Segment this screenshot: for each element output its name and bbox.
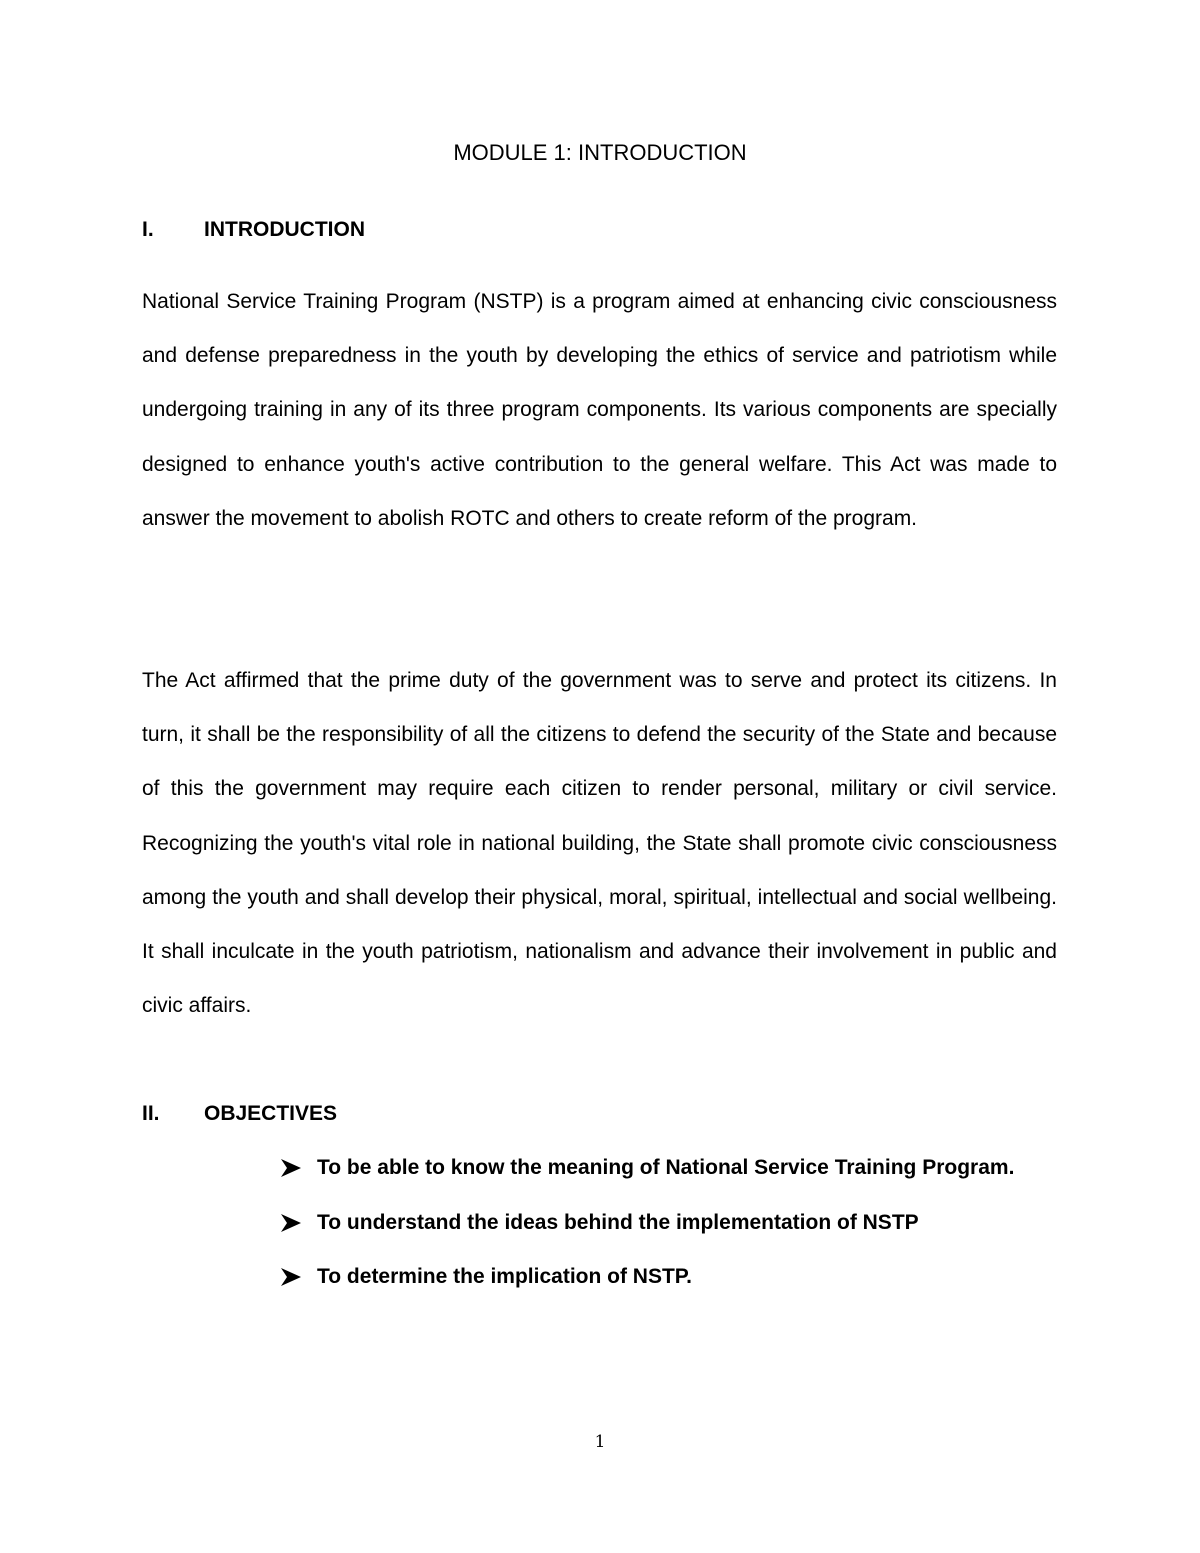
- introduction-paragraph-1: National Service Training Program (NSTP) is a program aimed at enhancing civic consciousness and defense preparedness in the youth by developing the ethics of service and patriotism while undergoing training in any of its three program components. Its various components are specially designed to enhance youth's active contribution to the general welfare. This Act was made to answer the movement to abolish ROTC and others to create reform of the program.: [142, 290, 1057, 530]
- objective-item: [280, 1250, 1058, 1305]
- section-title: OBJECTIVES: [204, 1102, 338, 1125]
- objective-text: To be able to know the meaning of National Service Training Program.: [317, 1156, 1015, 1179]
- introduction-paragraph-2: The Act affirmed that the prime duty of the government was to serve and protect its citizens. In turn, it shall be the responsibility of all the citizens to defend the security of the State and because of this the government may require each citizen to render personal, military or civil service. Recognizing the youth's vital role in national building, the State shall promote civic consciousness among the youth and shall develop their physical, moral, spiritual, intellectual and social wellbeing. It shall inculcate in the youth patriotism, nationalism and advance their involvement in public and civic affairs.: [142, 669, 1057, 1018]
- objective-text: To understand the ideas behind the implementation of NSTP: [317, 1210, 919, 1234]
- section-heading-introduction: [142, 216, 365, 244]
- section-heading-objectives: [142, 1100, 337, 1128]
- objective-item: [280, 1196, 1058, 1251]
- objective-text: To determine the implication of NSTP.: [317, 1265, 692, 1288]
- arrow-bullet-icon: [280, 1267, 302, 1287]
- arrow-bullet-icon: [280, 1158, 302, 1178]
- objective-item: [280, 1141, 1058, 1196]
- page-number: 1: [594, 1432, 606, 1452]
- arrow-bullet-icon: [280, 1213, 302, 1233]
- module-title: MODULE 1: INTRODUCTION: [453, 140, 747, 165]
- objectives-list: [280, 1141, 1058, 1305]
- section-number: I.: [142, 218, 154, 241]
- section-number: II.: [142, 1102, 160, 1125]
- section-title: INTRODUCTION: [204, 218, 365, 241]
